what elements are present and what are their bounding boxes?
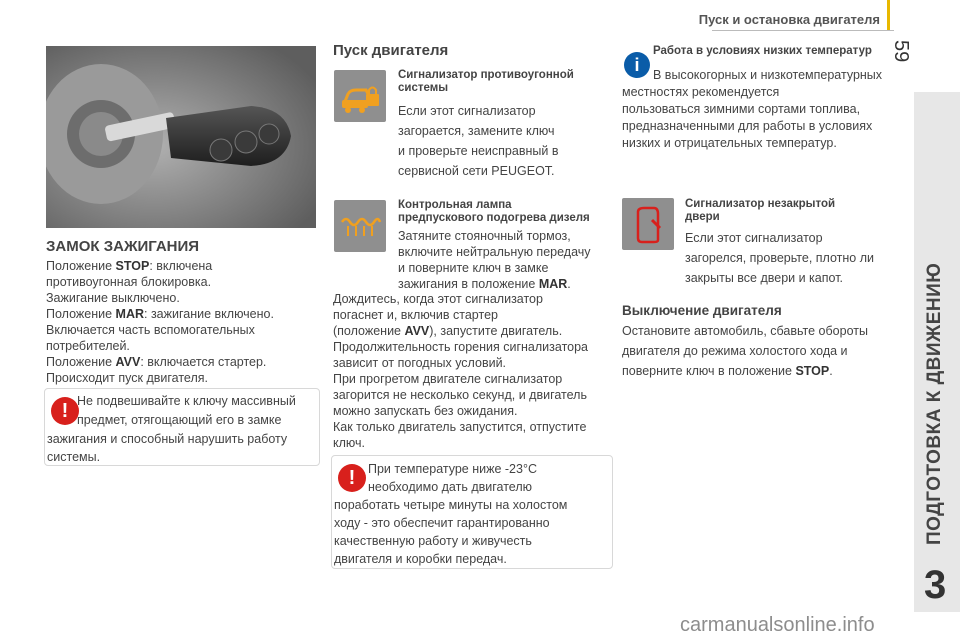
ignition-text bbox=[46, 258, 316, 386]
chapter-title: ПОДГОТОВКА К ДВИЖЕНИЮ bbox=[924, 262, 945, 545]
chapter-number: 3 bbox=[924, 563, 947, 607]
middle-warning-box bbox=[331, 455, 613, 569]
stop-engine-heading: Выключение двигателя bbox=[622, 303, 782, 318]
warning-line: предмет, отягощающий его в замке bbox=[77, 413, 282, 427]
warning-line: ходу - это обеспечит гарантированно bbox=[334, 516, 550, 530]
text-line: Происходит пуск двигателя. bbox=[46, 371, 208, 385]
glow-plug-lamp-icon bbox=[334, 200, 386, 252]
text-line: Зажигание выключено. bbox=[46, 291, 180, 305]
warning-line: необходимо дать двигателю bbox=[368, 480, 532, 494]
warning-line: двигателя и коробки передач. bbox=[334, 552, 507, 566]
door-title: Сигнализатор незакрытой двери bbox=[685, 198, 836, 223]
warning-icon: ! bbox=[338, 464, 366, 492]
info-icon: i bbox=[624, 52, 650, 78]
warning-line: качественную работу и живучесть bbox=[334, 534, 532, 548]
page-number: 59 bbox=[890, 40, 912, 63]
text-line: Включается часть вспомогательных bbox=[46, 323, 255, 337]
left-warning-box bbox=[44, 388, 320, 466]
ignition-heading: ЗАМОК ЗАЖИГАНИЯ bbox=[46, 238, 200, 255]
header-title: Пуск и остановка двигателя bbox=[698, 12, 880, 27]
text-line: противоугонная блокировка. bbox=[46, 275, 212, 289]
text-line: Положение STOP: включена bbox=[46, 259, 213, 273]
text-line: потребителей. bbox=[46, 339, 130, 353]
header-accent-bar bbox=[887, 0, 890, 30]
immobiliser-text: Если этот сигнализатор загорается, замените ключ и проверьте неисправный в сервисной сети PEUGEOT. bbox=[398, 104, 559, 178]
text-line: Положение MAR: зажигание включено. bbox=[46, 307, 274, 321]
warning-icon: ! bbox=[51, 397, 79, 425]
glow-plug-title: Контрольная лампа предпускового подогрева дизеля bbox=[398, 199, 590, 224]
warning-line: зажигания и способный нарушить работу bbox=[47, 432, 288, 446]
low-temp-text: местностях рекомендуется пользоваться зимними сортами топлива, предназначенными для работы в условиях низких и отрицательных температур. bbox=[622, 85, 873, 150]
low-temp-line: В высокогорных и низкотемпературных bbox=[653, 68, 883, 82]
stop-engine-text: Остановите автомобиль, сбавьте обороты двигателя до режима холостого хода и поверните ключ в положение STOP. bbox=[622, 324, 868, 378]
warning-line: системы. bbox=[47, 450, 101, 464]
immobiliser-title: Сигнализатор противоугонной системы bbox=[398, 69, 574, 94]
low-temp-title: Работа в условиях низких температур bbox=[653, 45, 872, 57]
warning-line: поработать четыре минуты на холостом bbox=[334, 498, 568, 512]
watermark: carmanualsonline.info bbox=[680, 614, 875, 636]
glow-plug-text-indented: Затяните стояночный тормоз, включите нейтральную передачу и поверните ключ в замке зажигания в положение MAR. bbox=[398, 229, 591, 291]
text-line: Положение AVV: включается стартер. bbox=[46, 355, 267, 369]
warning-line: При температуре ниже -23°C bbox=[368, 462, 537, 476]
door-text: Если этот сигнализатор загорелся, проверьте, плотно ли закрыты все двери и капот. bbox=[685, 231, 874, 285]
door-open-lamp-icon bbox=[622, 198, 674, 250]
ignition-key-photo bbox=[46, 46, 316, 228]
immobiliser-lamp-icon bbox=[334, 70, 386, 122]
header-divider bbox=[712, 30, 894, 31]
warning-line: Не подвешивайте к ключу массивный bbox=[77, 394, 296, 408]
glow-plug-text: Дождитесь, когда этот сигнализатор погаснет и, включив стартер (положение AVV), запустите двигатель. Продолжительность горения сигнализатора зависит от погодных условий. При прогретом двигателе сигнализатор загорится не несколько секунд, и двигатель можно запускать без ожидания. Как только двигатель запустится, отпустите ключ. bbox=[333, 292, 589, 450]
start-heading: Пуск двигателя bbox=[333, 42, 449, 59]
